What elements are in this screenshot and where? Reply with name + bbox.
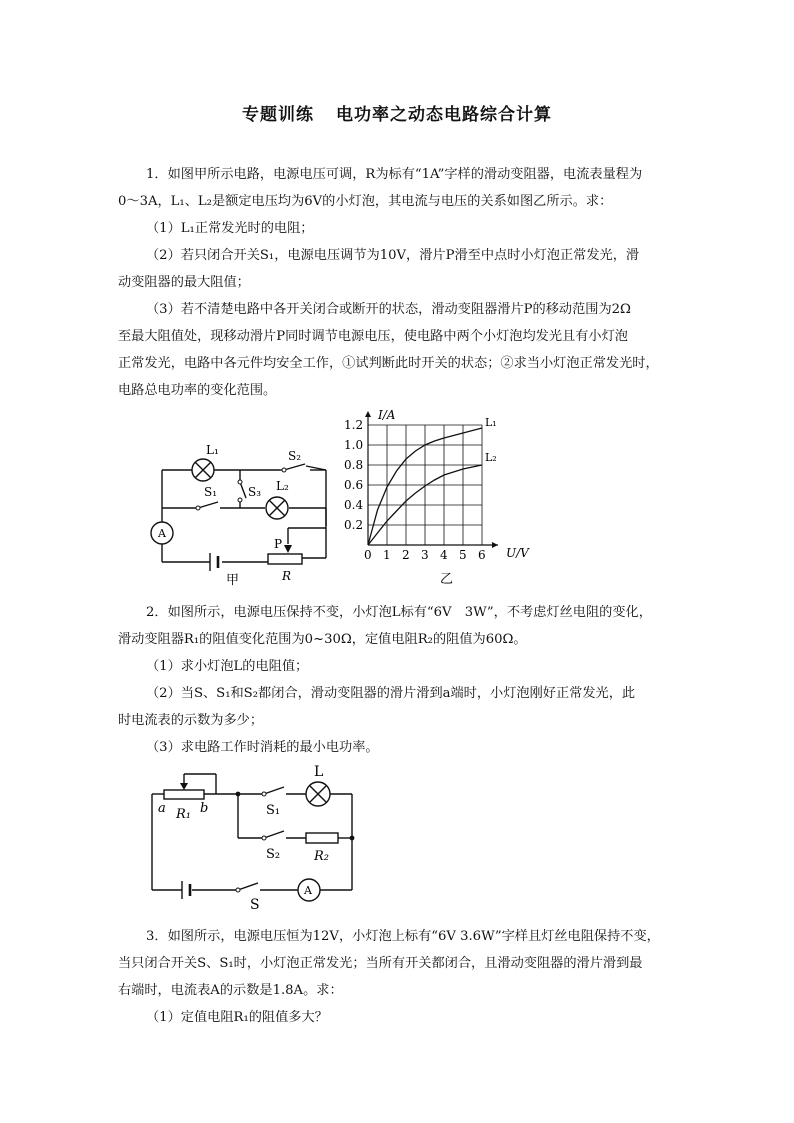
label-ammeter-q2: A	[304, 884, 312, 897]
label-p: P	[274, 537, 283, 551]
q1-circuit-diagram	[140, 440, 350, 590]
q1-part3-line4: 电路总电功率的变化范围。	[118, 383, 277, 398]
label-s2: S₂	[288, 449, 302, 463]
page-title	[0, 100, 794, 125]
x-tick-label: 3	[421, 548, 429, 562]
q2-stem-line1: 2．如图所示，电源电压保持不变，小灯泡L标有“6V 3W”，不考虑灯丝电阻的变化，	[146, 605, 652, 620]
q1-part2-line2: 动变阻器的最大阻值；	[118, 275, 250, 290]
x-tick-label: 6	[478, 548, 486, 562]
label-s: S	[250, 897, 260, 910]
y-tick-label: 1.2	[344, 418, 364, 432]
q1-part2-line1: （2）若只闭合开关S₁，电源电压调节为10V，滑片P滑至中点时小灯泡正常发光，滑	[146, 248, 640, 263]
x-tick-label: 5	[459, 548, 467, 562]
q2-part1: （1）求小灯泡L的电阻值；	[146, 659, 309, 674]
label-l1: L₁	[206, 443, 219, 457]
lamp-l2	[266, 497, 288, 519]
label-s3: S₃	[248, 485, 262, 499]
lamp-l1	[192, 459, 214, 481]
y-tick-label: 0.2	[344, 518, 364, 532]
q2-circuit-diagram	[140, 760, 370, 910]
figure-label-yi: 乙	[440, 572, 454, 587]
q1-part3-line3: 正常发光，电路中各元件均安全工作，①试判断此时开关的状态；②求当小灯泡正常发光时，	[118, 356, 659, 371]
series-label-2: L₂	[485, 451, 497, 464]
y-axis-arrow	[365, 411, 371, 417]
chart-ylabel: I/A	[378, 408, 396, 422]
label-b: b	[200, 801, 209, 816]
label-r2: R₂	[314, 849, 329, 864]
label-s2-q2: S₂	[266, 847, 281, 862]
q2-part2-line2: 时电流表的示数为多少；	[118, 713, 264, 728]
q3-stem-line2: 当只闭合开关S、S₁时，小灯泡正常发光；当所有开关都闭合，且滑动变阻器的滑片滑到最	[118, 956, 643, 971]
y-tick-label: 0.6	[344, 478, 364, 492]
q1-part3-line2: 至最大阻值处，现移动滑片P同时调节电源电压，使电路中两个小灯泡均发光且有小灯泡	[118, 329, 628, 344]
q2-part3: （3）求电路工作时消耗的最小电功率。	[146, 740, 379, 755]
label-s1-q2: S₁	[266, 803, 281, 818]
label-r1: R₁	[176, 807, 191, 822]
label-l2: L₂	[276, 479, 289, 493]
q1-iu-chart	[340, 405, 530, 590]
figure-label-jia: 甲	[226, 573, 240, 588]
x-tick-label: 4	[440, 548, 448, 562]
label-l: L	[314, 764, 324, 780]
q1-part1: （1）L₁正常发光时的电阻；	[146, 221, 314, 236]
chart-xlabel: U/V	[506, 546, 529, 560]
label-ammeter: A	[158, 527, 166, 540]
q3-stem-line3: 右端时，电流表A的示数是1.8A。求：	[118, 983, 343, 998]
label-s1: S₁	[204, 485, 218, 499]
q1-stem-line2: 0～3A，L₁、L₂是额定电压均为6V的小灯泡，其电流与电压的关系如图乙所示。求：	[118, 194, 613, 209]
lamp-l	[306, 782, 330, 806]
label-r: R	[282, 569, 292, 583]
title-part2: 电功率之动态电路综合计算	[336, 105, 552, 125]
q3-part1: （1）定值电阻R₁的阻值多大？	[146, 1010, 328, 1025]
q1-stem-line1: 1．如图甲所示电路，电源电压可调，R为标有“1A”字样的滑动变阻器，电流表量程为	[146, 167, 643, 182]
title-part1: 专题训练	[242, 105, 314, 125]
q1-part3-line1: （3）若不清楚电路中各开关闭合或断开的状态，滑动变阻器滑片P的移动范围为2Ω	[146, 302, 631, 317]
y-tick-label: 0.8	[344, 458, 364, 472]
y-tick-label: 0.4	[344, 498, 364, 512]
q2-stem-line2: 滑动变阻器R₁的阻值变化范围为0~30Ω，定值电阻R₂的阻值为60Ω。	[118, 632, 527, 647]
q3-stem-line1: 3．如图所示，电源电压恒为12V，小灯泡上标有“6V 3.6W”字样且灯丝电阻保持不变，	[146, 929, 660, 944]
x-tick-label: 1	[383, 548, 391, 562]
series-label-1: L₁	[485, 416, 497, 429]
q2-part2-line1: （2）当S、S₁和S₂都闭合，滑动变阻器的滑片滑到a端时，小灯泡刚好正常发光，此	[146, 686, 636, 701]
y-tick-label: 1.0	[344, 438, 364, 452]
x-axis-arrow	[492, 542, 498, 548]
label-a: a	[158, 801, 166, 816]
x-tick-label: 2	[402, 548, 410, 562]
x-tick-label: 0	[364, 548, 372, 562]
